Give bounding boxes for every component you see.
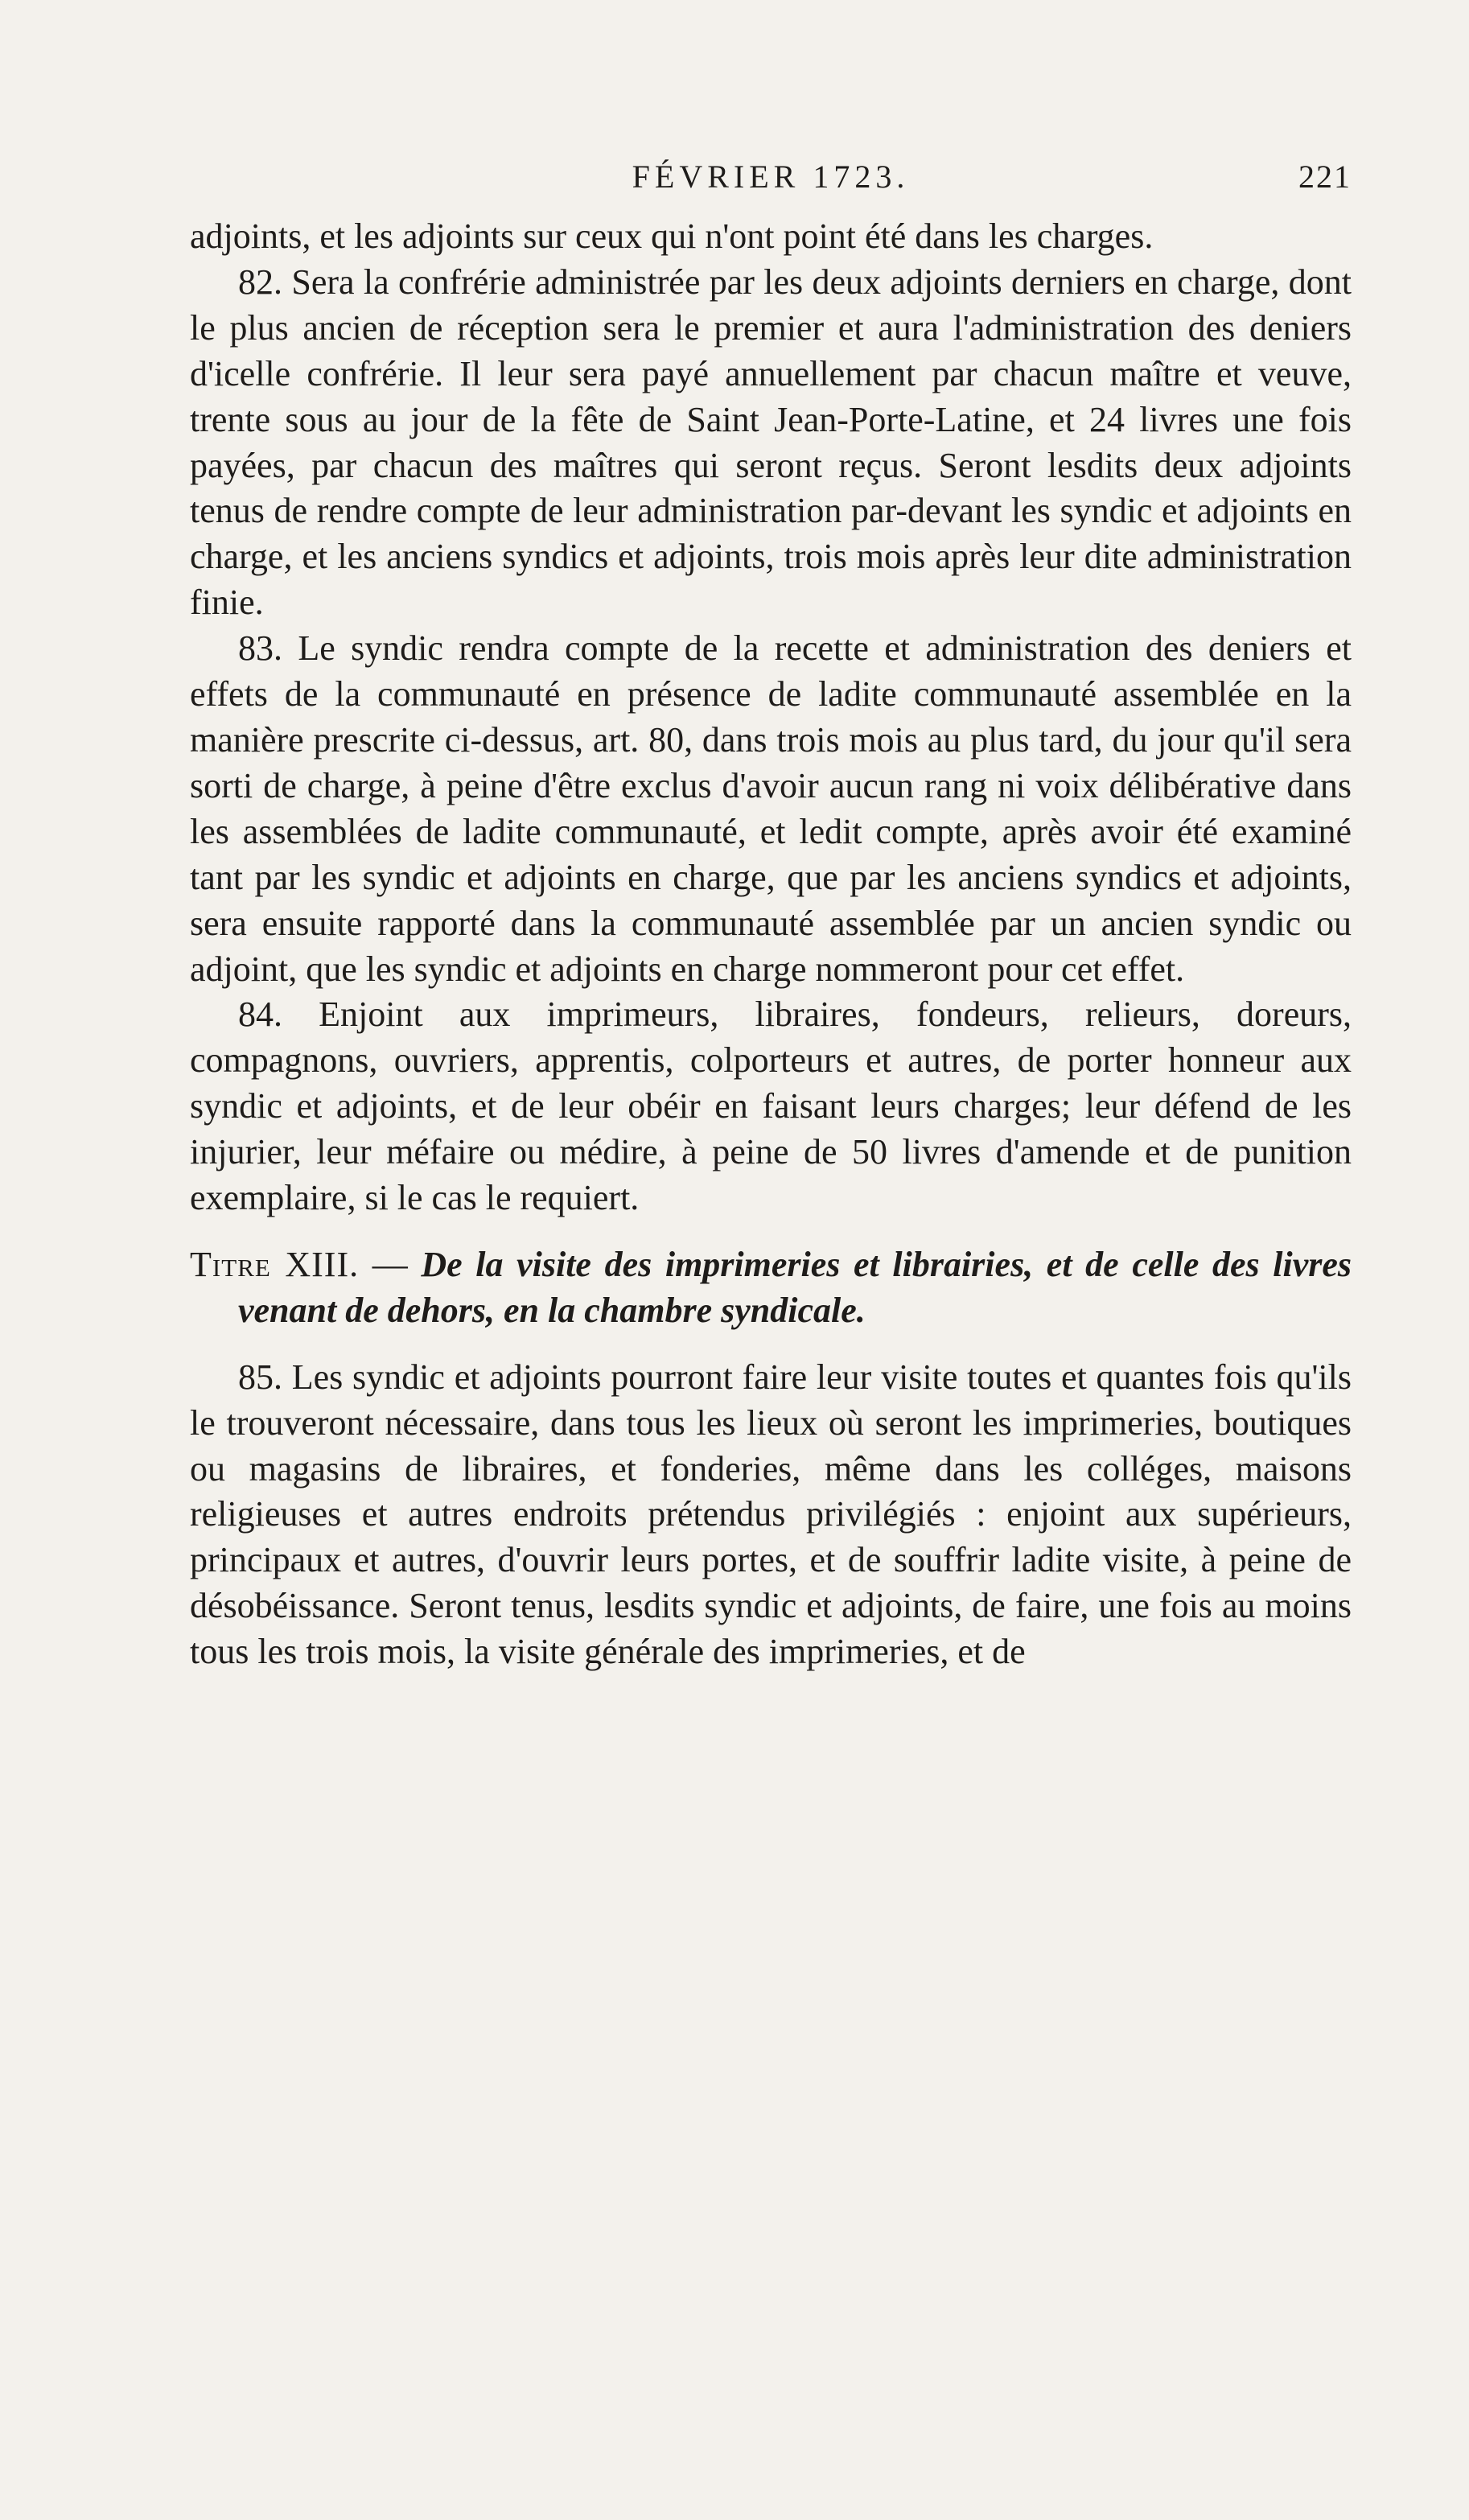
section-title: [190, 1242, 1352, 1334]
article-85: 85. Les syndic et adjoints pourront faire leur visite toutes et quantes fois qu'ils le trouveront nécessaire, dans tous les lieux où seront les imprimeries, boutiques ou magasins de libraires, et fonderies, même dans les colléges, maisons religieuses et autres endroits prétendus privilégiés : enjoint aux supérieurs, principaux et autres, d'ouvrir leurs portes, et de souffrir ladite visite, à peine de désobéissance. Seront tenus, lesdits syndic et adjoints, de faire, une fois au moins tous les trois mois, la visite générale des imprimeries, et de: [190, 1357, 1352, 1672]
article-84: 84. Enjoint aux imprimeurs, libraires, fondeurs, relieurs, doreurs, compagnons, ouvriers, apprentis, colporteurs et autres, de porter honneur aux syndic et adjoints, et de leur obéir en faisant leurs charges; leur défend de les injurier, leur méfaire ou médire, à peine de 50 livres d'amende et de punition exemplaire, si le cas le requiert.: [190, 994, 1352, 1218]
page-header: [190, 158, 1352, 206]
section-title-text: De la visite des imprimeries et librairies, et de celle des livres venant de dehors, en la chambre syndicale.: [238, 1244, 1352, 1330]
paragraph-continued: adjoints, et les adjoints sur ceux qui n'ont point été dans les charges.: [190, 216, 1154, 256]
running-title: FÉVRIER 1723.: [632, 159, 910, 195]
page-number: 221: [1298, 159, 1352, 195]
article-83: 83. Le syndic rendra compte de la recette et administration des deniers et effets de la communauté en présence de ladite communauté assemblée en la manière prescrite ci-dessus, art. 80, dans trois mois au plus tard, du jour qu'il sera sorti de charge, à peine d'être exclus d'avoir aucun rang ni voix délibérative dans les assemblées de ladite communauté, et ledit compte, après avoir été examiné tant par les syndic et adjoints en charge, que par les anciens syndics et adjoints, sera ensuite rapporté dans la communauté assemblée par un ancien syndic ou adjoint, que les syndic et adjoints en charge nommeront pour cet effet.: [190, 628, 1352, 989]
body-text: [190, 214, 1352, 1675]
section-title-dash: —: [359, 1244, 422, 1284]
section-title-label: Titre XIII.: [190, 1244, 360, 1284]
article-82: 82. Sera la confrérie administrée par les deux adjoints derniers en charge, dont le plus ancien de réception sera le premier et aura l'administration des deniers d'icelle confrérie. Il leur sera payé annuellement par chacun maître et veuve, trente sous au jour de la fête de Saint Jean-Porte-Latine, et 24 livres une fois payées, par chacun des maîtres qui seront reçus. Seront lesdits deux adjoints tenus de rendre compte de leur administration par-devant les syndic et adjoints en charge, et les anciens syndics et adjoints, trois mois après leur dite administration finie.: [190, 261, 1352, 623]
